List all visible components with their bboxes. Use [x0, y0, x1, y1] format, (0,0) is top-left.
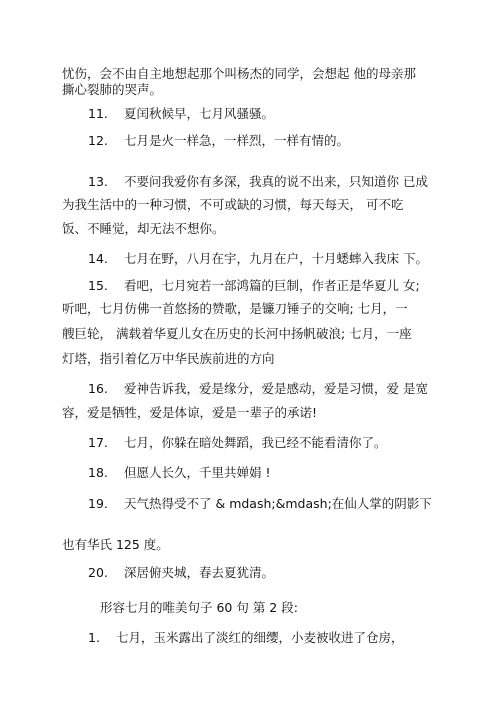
- list-item-18: [88, 465, 271, 481]
- item-text: 不要问我爱你有多深，我真的说不出来，只知道你 已成: [124, 174, 428, 189]
- item-number: 1.: [88, 630, 100, 645]
- item-number: 19.: [88, 496, 108, 511]
- list-item-17: [88, 435, 387, 451]
- list-item-19: [88, 496, 432, 512]
- item-number: 17.: [88, 435, 108, 450]
- list-item-15: [88, 278, 420, 294]
- item-text: 七月，玉米露出了淡红的细缨，小麦被收进了仓房，: [116, 630, 404, 645]
- paragraph-line: 容，爱是牺牲，爱是体谅，爱是一辈子的承诺!: [62, 405, 318, 420]
- item-text: 七月在野，八月在宇，九月在户，十月蟋蟀入我床 下。: [124, 251, 428, 266]
- item-text: 夏闰秋候早，七月风骚骚。: [124, 106, 275, 121]
- item-number: 12.: [88, 133, 108, 148]
- item-number: 13.: [88, 174, 108, 189]
- item-text: 但愿人长久，千里共婵娟 !: [124, 465, 271, 480]
- item-text: 看吧，七月宛若一部鸿篇的巨制，作者正是华夏儿 女;: [124, 278, 420, 293]
- item-number: 15.: [88, 278, 108, 293]
- paragraph-line: 艘巨轮， 满载着华夏儿女在历史的长河中扬帆破浪; 七月，一座: [62, 326, 412, 341]
- list-item-12: [88, 133, 349, 149]
- item-text: 深居俯夹城，春去夏犹清。: [124, 565, 275, 580]
- list-item-20: [88, 565, 274, 581]
- item-text: 爱神告诉我，爱是缘分，爱是感动，爱是习惯，爱 是宽: [124, 381, 428, 396]
- paragraph-line: 撕心裂肺的哭声。: [62, 82, 163, 97]
- list-item-16: [88, 381, 428, 397]
- paragraph-line: 为我生活中的一种习惯，不可或缺的习惯，每天每天， 可不吃: [62, 197, 404, 212]
- paragraph-line: 听吧，七月仿佛一首悠扬的赞歌，是镰刀锤子的交响; 七月，一: [62, 301, 408, 316]
- item-text: 天气热得受不了 & mdash;&mdash;在仙人掌的阴影下: [124, 496, 432, 511]
- paragraph-line: 饭、不睡觉，却无法不想你。: [62, 221, 225, 236]
- item-number: 18.: [88, 465, 108, 480]
- paragraph-line: 也有华氏 125 度。: [62, 537, 169, 552]
- item-text: 七月，你躲在暗处舞蹈，我已经不能看清你了。: [124, 435, 387, 450]
- list-item-1: [88, 630, 404, 646]
- item-number: 14.: [88, 251, 108, 266]
- item-number: 16.: [88, 381, 108, 396]
- section-heading: 形容七月的唯美句子 60 句 第 2 段:: [100, 600, 298, 615]
- list-item-13: [88, 174, 428, 190]
- paragraph-line: 忧伤，会不由自主地想起那个叫杨杰的同学，会想起 他的母亲那: [62, 66, 416, 81]
- item-number: 11.: [88, 106, 108, 121]
- item-number: 20.: [88, 565, 108, 580]
- list-item-11: [88, 106, 274, 122]
- list-item-14: [88, 251, 428, 267]
- paragraph-line: 灯塔，指引着亿万中华民族前进的方向: [62, 351, 275, 366]
- item-text: 七月是火一样急，一样烈，一样有情的。: [124, 133, 350, 148]
